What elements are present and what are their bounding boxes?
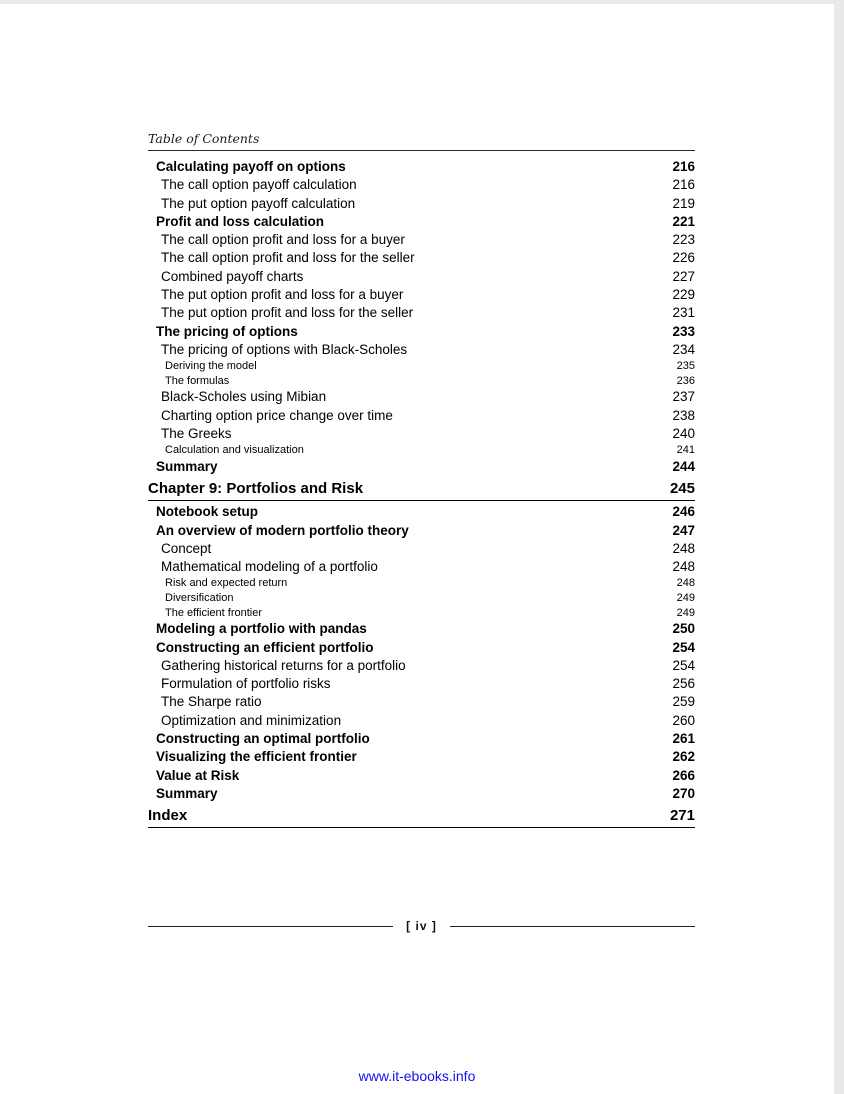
toc-entry-label: Black-Scholes using Mibian — [161, 389, 327, 405]
toc-entry-page-number: 238 — [672, 407, 695, 423]
toc-entry — [148, 639, 695, 657]
toc-entry — [148, 657, 695, 675]
toc-entry — [148, 213, 695, 231]
toc-entry-label: Combined payoff charts — [161, 268, 304, 284]
toc-entry-label: The pricing of options with Black-Scholes — [161, 341, 408, 357]
toc-entry — [148, 374, 695, 389]
toc-entry — [148, 675, 695, 693]
toc-entry-label: Diversification — [165, 592, 234, 605]
folio-page-number: [ iv ] — [406, 919, 437, 933]
toc-entry — [148, 388, 695, 406]
document-page — [0, 4, 834, 1094]
toc-entry-page-number: 245 — [669, 480, 695, 498]
toc-entry-page-number: 223 — [672, 232, 695, 248]
footer-right-rule — [450, 926, 695, 927]
toc-entry-label: Summary — [156, 785, 218, 801]
it-ebooks-link[interactable]: www.it-ebooks.info — [358, 1068, 476, 1084]
toc-entry-page-number: 237 — [672, 389, 695, 405]
toc-entry-page-number: 254 — [672, 639, 695, 655]
toc-entry-label: Calculating payoff on options — [156, 159, 346, 174]
toc-entry-label: The call option profit and loss for a buyer — [161, 232, 405, 248]
toc-entry — [148, 806, 695, 828]
toc-entry-page-number: 248 — [672, 540, 695, 556]
toc-entry — [148, 359, 695, 374]
toc-entry-label: The formulas — [165, 374, 230, 387]
toc-entry-page-number: 259 — [672, 694, 695, 710]
toc-entry-page-number: 221 — [672, 213, 695, 229]
toc-entry-page-number: 248 — [672, 559, 695, 575]
toc-entry-page-number: 248 — [676, 577, 695, 590]
toc-entry-page-number: 249 — [676, 606, 695, 619]
toc-entry-page-number: 226 — [672, 250, 695, 266]
toc-entry-label: Optimization and minimization — [161, 712, 342, 728]
toc-entry-label: Constructing an optimal portfolio — [156, 730, 370, 746]
toc-entry-page-number: 261 — [672, 730, 695, 746]
toc-entry-label: An overview of modern portfolio theory — [156, 522, 409, 538]
toc-entry-label: The call option payoff calculation — [161, 177, 357, 193]
running-header-title: Table of Contents — [148, 131, 695, 151]
toc-entry — [148, 712, 695, 730]
toc-entry-page-number: 227 — [672, 268, 695, 284]
toc-entry-label: The put option profit and loss for a buyer — [161, 287, 404, 303]
toc-entry — [148, 249, 695, 267]
toc-entry-label: The call option profit and loss for the seller — [161, 250, 415, 266]
toc-entry-label: Index — [148, 807, 188, 825]
toc-entry-page-number: 240 — [672, 426, 695, 442]
toc-entry-page-number: 233 — [672, 323, 695, 339]
toc-entry — [148, 558, 695, 576]
toc-entry-label: Concept — [161, 540, 212, 556]
toc-entry — [148, 158, 695, 176]
toc-entry-label: Notebook setup — [156, 504, 259, 520]
toc-entry — [148, 606, 695, 621]
toc-entry-page-number: 234 — [672, 341, 695, 357]
toc-entry — [148, 479, 695, 501]
toc-entry-label: Formulation of portfolio risks — [161, 676, 331, 692]
toc-entry — [148, 195, 695, 213]
toc-entry-page-number: 270 — [672, 785, 695, 801]
toc-entry-page-number: 247 — [672, 522, 695, 538]
toc-entry-page-number: 260 — [672, 712, 695, 728]
toc-entry-page-number: 216 — [672, 159, 695, 174]
toc-entry-label: The Greeks — [161, 426, 232, 442]
toc-entry — [148, 176, 695, 194]
toc-entry-label: The Sharpe ratio — [161, 694, 262, 710]
toc-entry-label: The pricing of options — [156, 323, 298, 339]
toc-entry-page-number: 266 — [672, 767, 695, 783]
toc-entry-label: Risk and expected return — [165, 577, 288, 590]
toc-entry-page-number: 250 — [672, 621, 695, 637]
page-footer — [148, 919, 695, 933]
toc-entry-label: Gathering historical returns for a portfolio — [161, 657, 406, 673]
toc-entry-page-number: 246 — [672, 504, 695, 520]
toc-entry — [148, 785, 695, 803]
toc-entry — [148, 407, 695, 425]
toc-entry — [148, 231, 695, 249]
toc-entry-page-number: 249 — [676, 592, 695, 605]
toc-entry-label: Mathematical modeling of a portfolio — [161, 559, 378, 575]
toc-entry — [148, 458, 695, 476]
toc-entry — [148, 693, 695, 711]
toc-list — [148, 158, 695, 830]
toc-entry-label: The efficient frontier — [165, 606, 263, 619]
toc-entry-page-number: 236 — [676, 374, 695, 387]
toc-entry — [148, 304, 695, 322]
toc-entry-page-number: 254 — [672, 657, 695, 673]
toc-entry-page-number: 231 — [672, 305, 695, 321]
toc-entry-page-number: 271 — [669, 807, 695, 825]
toc-entry-page-number: 262 — [672, 749, 695, 765]
toc-entry-page-number: 241 — [676, 444, 695, 457]
toc-entry — [148, 767, 695, 785]
toc-entry-label: Charting option price change over time — [161, 407, 393, 423]
toc-entry — [148, 748, 695, 766]
toc-entry-page-number: 219 — [672, 195, 695, 211]
toc-entry — [148, 620, 695, 638]
toc-entry-page-number: 256 — [672, 676, 695, 692]
toc-entry — [148, 540, 695, 558]
toc-entry-page-number: 244 — [672, 458, 695, 474]
toc-entry-label: Modeling a portfolio with pandas — [156, 621, 367, 637]
toc-entry — [148, 576, 695, 591]
toc-entry — [148, 591, 695, 606]
toc-entry — [148, 341, 695, 359]
toc-entry-label: Chapter 9: Portfolios and Risk — [148, 480, 364, 498]
toc-entry — [148, 730, 695, 748]
toc-entry — [148, 425, 695, 443]
toc-entry — [148, 522, 695, 540]
toc-entry-label: Value at Risk — [156, 767, 240, 783]
toc-entry — [148, 443, 695, 458]
toc-entry-page-number: 235 — [676, 360, 695, 373]
toc-entry-label: Deriving the model — [165, 360, 257, 373]
toc-entry-label: The put option payoff calculation — [161, 195, 356, 211]
toc-entry-label: Visualizing the efficient frontier — [156, 749, 357, 765]
toc-entry — [148, 503, 695, 521]
toc-entry-page-number: 216 — [672, 177, 695, 193]
footer-left-rule — [148, 926, 393, 927]
toc-entry-label: The put option profit and loss for the seller — [161, 305, 414, 321]
toc-entry-label: Calculation and visualization — [165, 444, 304, 457]
toc-entry — [148, 268, 695, 286]
toc-entry-label: Summary — [156, 458, 218, 474]
toc-entry — [148, 323, 695, 341]
toc-entry-page-number: 229 — [672, 287, 695, 303]
toc-entry-label: Constructing an efficient portfolio — [156, 639, 374, 655]
watermark-link-row — [0, 1068, 834, 1086]
toc-entry — [148, 286, 695, 304]
toc-entry-label: Profit and loss calculation — [156, 213, 325, 229]
